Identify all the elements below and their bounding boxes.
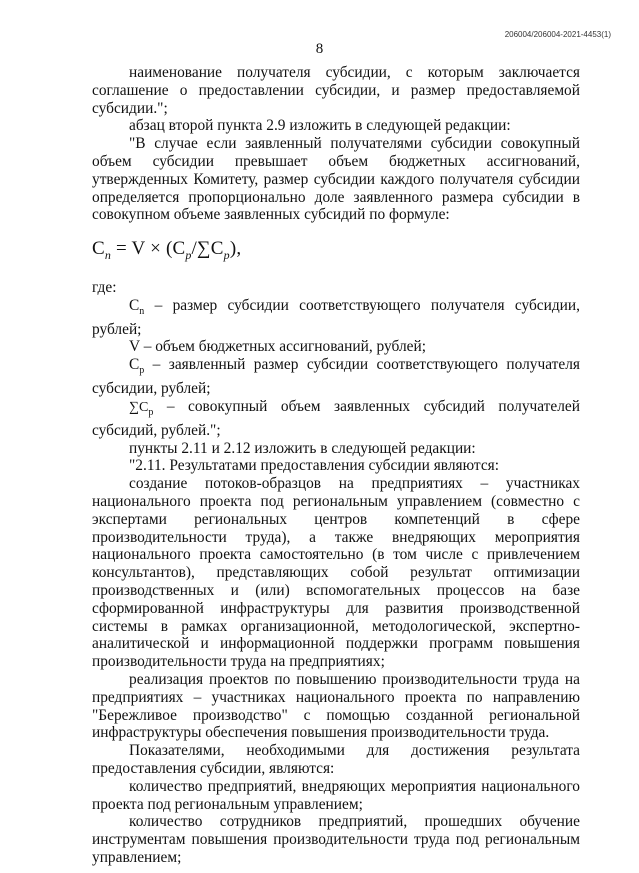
definition-symbol: C: [129, 296, 140, 314]
definition-text: – совокупный объем заявленных субсидий получателей субсидий, рублей.";: [92, 397, 580, 439]
paragraph: Показателями, необходимыми для достижения результата предоставления субсидии, являются:: [92, 742, 580, 777]
document-body: [92, 64, 580, 867]
definition: [92, 398, 580, 440]
where-label: где:: [92, 278, 117, 296]
document-id: 206004/206004-2021-4453(1): [504, 30, 611, 39]
definition-subscript: n: [139, 305, 145, 317]
definition-symbol: C: [129, 356, 140, 374]
formula: [92, 238, 580, 266]
definition-subscript: p: [139, 365, 145, 377]
formula-tail: ),: [229, 238, 242, 260]
definition-text: – размер субсидии соответствующего получателя субсидии, рублей;: [92, 296, 580, 338]
definition-symbol: ∑C: [129, 399, 149, 415]
paragraph: количество предприятий, внедряющих мероприятия национального проекта под региональным управлением;: [92, 777, 580, 813]
paragraph: "В случае если заявленный получателями субсидии совокупный объем субсидии превышает объем бюджетных ассигнований, утвержденных Комитету, размер субсидии каждого получателя субсидии определяется пропорционально доле заявленного размера субсидии в совокупном объеме заявленных субсидий по формуле:: [92, 135, 580, 224]
formula-sum-sub: p: [223, 247, 230, 262]
definition-symbol: V: [129, 338, 140, 356]
paragraph: количество сотрудников предприятий, прошедших обучение инструментам повышения производительности труда под региональным управлением;: [92, 813, 580, 866]
formula-cp-sub: p: [185, 247, 192, 262]
formula-c: C: [92, 238, 105, 260]
paragraph: "2.11. Результатами предоставления субсидии являются:: [129, 457, 500, 475]
definition: [92, 356, 580, 398]
page-number: 8: [315, 41, 324, 57]
paragraph: реализация проектов по повышению производительности труда на предприятиях – участниках национального проекта по направлению "Бережливое производство" с помощью созданной региональной инфраструктуры обеспечения повышения производительности труда.: [92, 670, 580, 742]
definition: [92, 297, 580, 339]
formula-sum: /∑C: [191, 238, 224, 260]
paragraph: пункты 2.11 и 2.12 изложить в следующей редакции:: [129, 439, 476, 457]
definition-text: – объем бюджетных ассигнований, рублей;: [139, 338, 426, 356]
definition-subscript: p: [148, 406, 154, 418]
paragraph: создание потоков-образцов на предприятиях – участниках национального проекта под региональным управлением (совместно с экспертами региональных центров компетенций в сфере производительности труда), а также внедряющих мероприятия национального проекта самостоятельно (в том числе с привлечением консультантов), представляющих собой результат оптимизации производственных и (или) вспомогательных процессов на базе сформированной инфраструктуры для развития производственной системы в рамках организационной, методологической, экспертно-аналитической и информационной поддержки программ повышения производительности труда на предприятиях;: [92, 475, 580, 671]
formula-c-sub: n: [104, 247, 112, 262]
definition-text: – заявленный размер субсидии соответствующего получателя субсидии, рублей;: [92, 356, 580, 398]
definition: [92, 338, 580, 356]
paragraph: наименование получателя субсидии, с которым заключается соглашение о предоставлении субсидии, и размер предоставляемой субсидии.";: [92, 64, 580, 117]
formula-equals: = V × (C: [111, 238, 186, 260]
paragraph: абзац второй пункта 2.9 изложить в следующей редакции:: [129, 117, 511, 135]
